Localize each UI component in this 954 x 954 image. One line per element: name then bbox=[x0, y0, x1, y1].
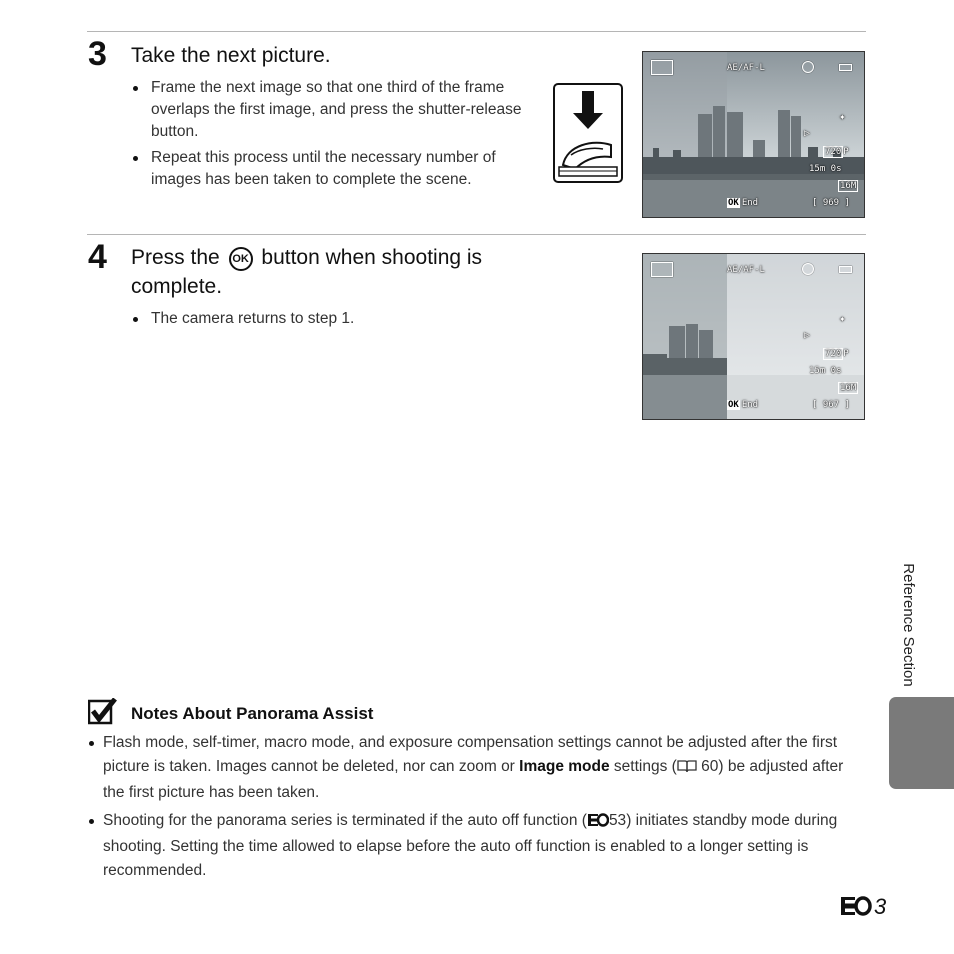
note-text: Flash mode, self-timer, macro mode, and exposure compensation settings cannot be adjusted after the first picture is taken. Images cannot be deleted, nor can zoom or bbox=[103, 734, 838, 775]
title-part: Press the bbox=[131, 246, 220, 269]
flash-icon bbox=[802, 61, 814, 73]
vibration-reduction-icon: ✦ bbox=[839, 110, 846, 123]
end-label bbox=[727, 198, 758, 208]
flash-icon bbox=[802, 263, 814, 275]
reference-e-icon bbox=[587, 811, 609, 835]
ae-af-lock: AE/AF-L bbox=[727, 265, 765, 275]
camera-screen-step-3 bbox=[642, 51, 865, 218]
ok-badge: OK bbox=[728, 400, 739, 410]
note-text: Shooting for the panorama series is terminated if the auto off function ( bbox=[103, 812, 587, 829]
recording-time: 15m 0s bbox=[809, 366, 842, 376]
end-text: End bbox=[741, 198, 759, 208]
panorama-mode-icon bbox=[651, 262, 673, 277]
direction-arrow-icon: ▷ bbox=[804, 128, 811, 139]
notes-title: Notes About Panorama Assist bbox=[131, 704, 374, 723]
step-4-bullets bbox=[131, 308, 526, 334]
panorama-mode-icon bbox=[651, 60, 673, 75]
step-4-number: 4 bbox=[88, 238, 107, 276]
note-bold: Image mode bbox=[519, 758, 610, 775]
movie-resolution bbox=[823, 349, 849, 359]
step-3-number: 3 bbox=[88, 35, 107, 73]
list-item bbox=[87, 731, 867, 805]
step-3-title: Take the next picture. bbox=[131, 44, 331, 67]
end-label bbox=[727, 400, 758, 410]
step-4-title bbox=[131, 243, 551, 301]
resolution-value: 720 bbox=[825, 349, 842, 359]
note-text: settings ( bbox=[609, 758, 677, 775]
list-item: The camera returns to step 1. bbox=[131, 308, 526, 330]
battery-icon bbox=[839, 266, 852, 273]
notes-list bbox=[87, 731, 867, 887]
step-3-bullets bbox=[131, 77, 526, 195]
recording-time: 15m 0s bbox=[809, 164, 842, 174]
section-label: Reference Section bbox=[900, 563, 917, 687]
end-text: End bbox=[741, 400, 759, 410]
image-size: 16M bbox=[840, 383, 857, 393]
list-item: Repeat this process until the necessary number of images has been taken to complete the scene. bbox=[131, 147, 526, 191]
middle-rule bbox=[87, 234, 866, 235]
list-item bbox=[87, 809, 867, 883]
note-ref: 53 bbox=[608, 812, 627, 829]
top-rule bbox=[87, 31, 866, 32]
ae-af-lock: AE/AF-L bbox=[727, 63, 765, 73]
ok-button-icon: OK bbox=[229, 247, 253, 271]
book-icon bbox=[677, 757, 697, 781]
remaining-shots: [ 967 ] bbox=[812, 400, 850, 410]
ok-badge: OK bbox=[728, 198, 739, 208]
resolution-suffix: P bbox=[843, 349, 849, 359]
direction-arrow-icon: ▷ bbox=[804, 330, 811, 341]
resolution-value: 720 bbox=[825, 147, 842, 157]
page-number bbox=[840, 894, 886, 922]
title-part: button when shooting is complete. bbox=[131, 246, 483, 298]
battery-icon bbox=[839, 64, 852, 71]
camera-screen-step-4 bbox=[642, 253, 865, 420]
caution-check-icon bbox=[88, 698, 117, 725]
section-tab bbox=[889, 697, 954, 789]
movie-resolution bbox=[823, 147, 849, 157]
vibration-reduction-icon: ✦ bbox=[839, 312, 846, 325]
note-text: 60) be adjusted after the first picture has been taken. bbox=[103, 758, 844, 801]
page-number-value: 3 bbox=[874, 894, 887, 919]
image-size: 16M bbox=[840, 181, 857, 191]
note-text: ) initiates standby mode during shooting. Setting the time allowed to elapse before the auto off function is enabled to a longer setting is recommended. bbox=[103, 812, 838, 879]
reference-e-icon bbox=[840, 896, 872, 922]
shutter-press-icon bbox=[553, 83, 623, 183]
resolution-suffix: P bbox=[843, 147, 849, 157]
list-item: Frame the next image so that one third of the frame overlaps the first image, and press the shutter-release button. bbox=[131, 77, 526, 143]
remaining-shots: [ 969 ] bbox=[812, 198, 850, 208]
